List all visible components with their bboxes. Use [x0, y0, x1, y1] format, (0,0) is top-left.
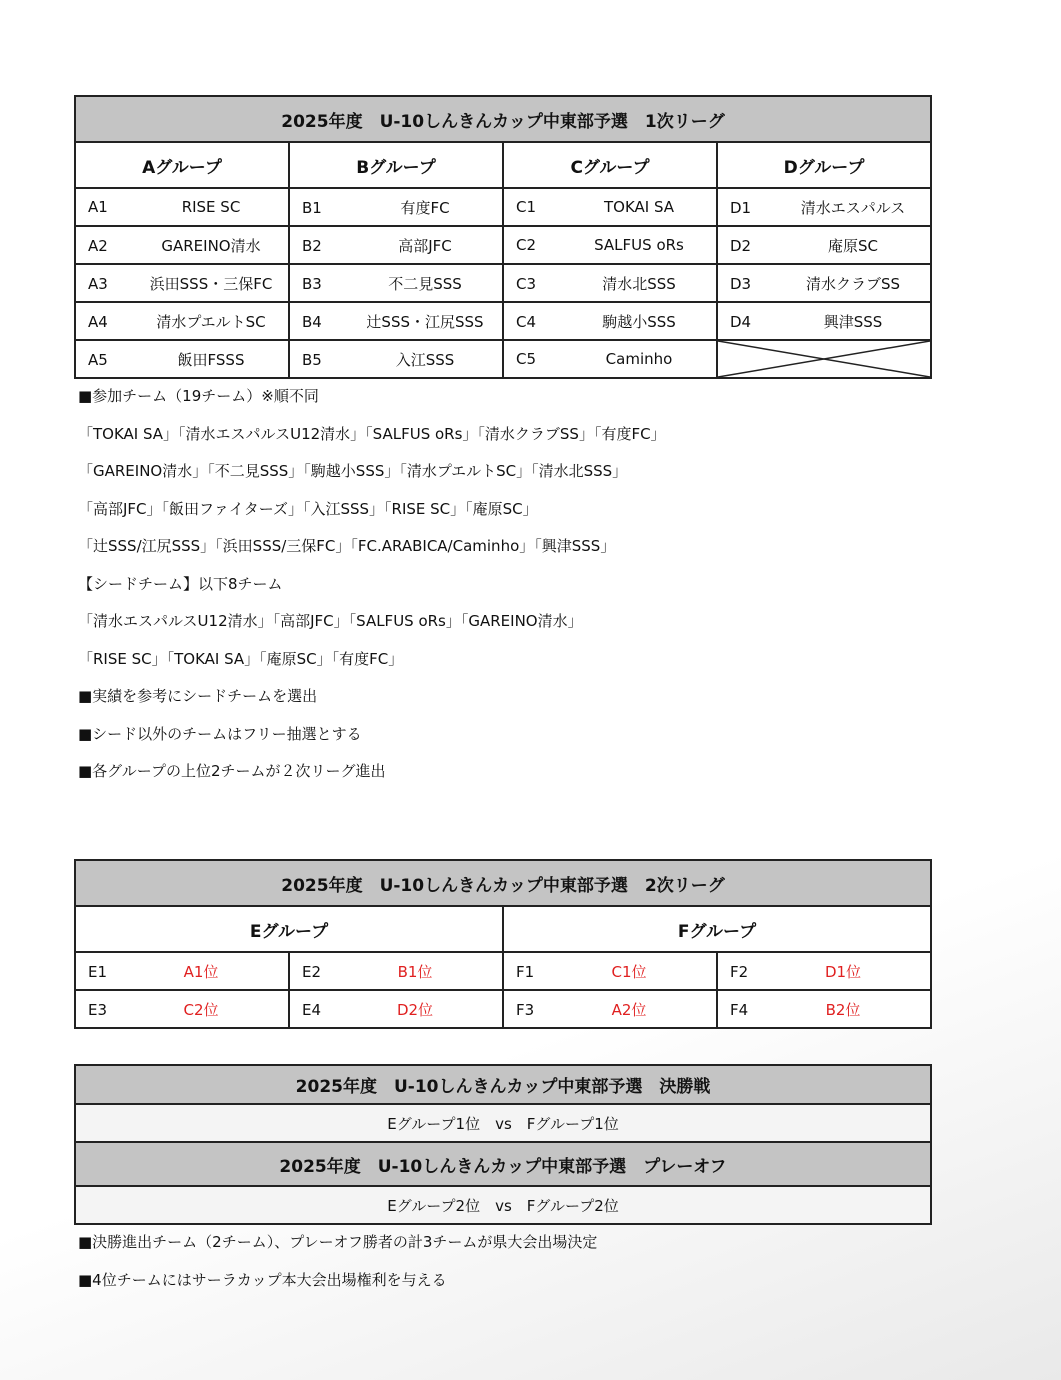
note-line: ■4位チームにはサーラカップ本大会出場権利を与える	[78, 1270, 447, 1289]
final-title: 2025年度 U-10しんきんカップ中東部予選 決勝戦	[75, 1065, 931, 1104]
slot-cell	[75, 952, 289, 990]
team-name: 浜田SSS・三保FC	[149, 274, 273, 293]
empty-crossed-cell	[717, 340, 931, 378]
team-cell	[75, 340, 289, 378]
slot-cell	[503, 990, 717, 1028]
slot-seed: B1位	[397, 962, 433, 981]
team-name: 清水北SSS	[602, 274, 676, 293]
team-name: TOKAI SA	[603, 198, 675, 216]
team-id: C2	[516, 236, 537, 254]
league1-title: 2025年度 U-10しんきんカップ中東部予選 1次リーグ	[75, 96, 931, 142]
team-cell	[75, 302, 289, 340]
table-row	[75, 340, 931, 378]
slot-id: F4	[730, 1000, 749, 1019]
group-c-header: Cグループ	[503, 142, 717, 188]
table-row	[75, 226, 931, 264]
note-line: ■決勝進出チーム（2チーム）、プレーオフ勝者の計3チームが県大会出場決定	[78, 1233, 598, 1251]
team-cell	[503, 188, 717, 226]
slot-id: E3	[88, 1000, 108, 1019]
team-cell	[717, 302, 931, 340]
note-line: ■実績を参考にシードチームを選出	[78, 687, 318, 705]
table-row	[75, 952, 931, 990]
team-name: RISE SC	[181, 198, 241, 216]
team-name: 清水クラブSS	[805, 274, 901, 293]
team-cell	[75, 188, 289, 226]
team-cell	[289, 302, 503, 340]
slot-seed: D1位	[824, 962, 862, 981]
league2-table	[74, 859, 932, 1029]
table-row	[75, 302, 931, 340]
team-name: 高部JFC	[398, 236, 452, 255]
slot-cell	[717, 952, 931, 990]
team-name: 辻SSS・江尻SSS	[366, 312, 484, 331]
team-name: 有度FC	[400, 198, 450, 217]
slot-cell	[717, 990, 931, 1028]
final-table	[74, 1064, 932, 1225]
note-line: 「高部JFC」「飯田ファイターズ」「入江SSS」「RISE SC」「庵原SC」	[78, 499, 538, 518]
team-id: D4	[730, 312, 752, 331]
slot-cell	[289, 952, 503, 990]
league1-table	[74, 95, 932, 379]
team-id: C3	[516, 274, 537, 293]
team-cell	[503, 264, 717, 302]
team-id: B5	[302, 350, 322, 369]
team-name: GAREINO清水	[161, 236, 261, 255]
team-id: C4	[516, 312, 537, 331]
team-name: 駒越小SSS	[602, 312, 676, 331]
slot-seed: C1位	[611, 962, 647, 981]
league1-notes	[78, 378, 666, 791]
team-name: SALFUS oRs	[594, 236, 684, 254]
final-table-block	[74, 1064, 932, 1225]
group-b-header: Bグループ	[289, 142, 503, 188]
note-line: 【シードチーム】以下8チーム	[78, 574, 283, 593]
team-name: 入江SSS	[395, 350, 455, 369]
team-id: B4	[302, 312, 322, 331]
league1-table-block	[74, 95, 932, 379]
team-id: A3	[88, 274, 108, 293]
team-cell	[503, 302, 717, 340]
note-line: ■各グループの上位2チームが２次リーグ進出	[78, 762, 386, 780]
team-name: 清水エスパルス	[800, 198, 906, 217]
slot-id: F2	[730, 962, 749, 981]
note-line: 「GAREINO清水」「不二見SSS」「駒越小SSS」「清水プエルトSC」「清水北SSS」	[78, 462, 628, 480]
team-name: 不二見SSS	[388, 274, 462, 293]
slot-cell	[503, 952, 717, 990]
team-id: D3	[730, 274, 752, 293]
slot-id: E2	[302, 962, 322, 981]
team-name: 清水プエルトSC	[156, 312, 266, 331]
team-cell	[717, 226, 931, 264]
team-cell	[289, 340, 503, 378]
table-row	[75, 264, 931, 302]
note-line: ■シード以外のチームはフリー抽選とする	[78, 724, 362, 743]
team-id: A5	[88, 350, 108, 369]
team-id: B2	[302, 236, 322, 255]
team-cell	[75, 226, 289, 264]
note-line: 「RISE SC」「TOKAI SA」「庵原SC」「有度FC」	[78, 649, 404, 668]
table-row	[75, 990, 931, 1028]
team-cell	[503, 340, 717, 378]
final-match: Eグループ1位 vs Fグループ1位	[75, 1104, 931, 1142]
group-e-header: Eグループ	[75, 906, 503, 952]
team-name: Caminho	[605, 350, 673, 368]
note-line: ■参加チーム（19チーム）※順不同	[78, 387, 319, 405]
team-id: D1	[730, 198, 752, 217]
slot-id: E1	[88, 962, 108, 981]
slot-id: E4	[302, 1000, 322, 1019]
team-id: D2	[730, 236, 752, 255]
slot-cell	[75, 990, 289, 1028]
team-name: 興津SSS	[823, 312, 883, 331]
team-id: B1	[302, 198, 322, 217]
slot-seed: C2位	[183, 1000, 219, 1019]
team-cell	[717, 264, 931, 302]
team-id: A1	[88, 198, 108, 216]
group-d-header: Dグループ	[717, 142, 931, 188]
team-name: 庵原SC	[828, 236, 878, 255]
group-f-header: Fグループ	[503, 906, 931, 952]
table-row	[75, 188, 931, 226]
team-id: B3	[302, 274, 322, 293]
team-cell	[289, 226, 503, 264]
slot-seed: A2位	[611, 1000, 647, 1019]
team-cell	[289, 188, 503, 226]
team-name: 飯田FSSS	[177, 350, 245, 369]
slot-id: F1	[516, 962, 535, 981]
team-cell	[503, 226, 717, 264]
team-cell	[717, 188, 931, 226]
slot-cell	[289, 990, 503, 1028]
cross-mark-icon	[718, 341, 930, 377]
team-cell	[75, 264, 289, 302]
team-id: A4	[88, 312, 108, 331]
group-a-header: Aグループ	[75, 142, 289, 188]
slot-seed: A1位	[183, 962, 219, 981]
note-line: 「辻SSS/江尻SSS」「浜田SSS/三保FC」「FC.ARABICA/Caminho」「興津SSS」	[78, 537, 616, 555]
league2-table-block	[74, 859, 932, 1029]
note-line: 「TOKAI SA」「清水エスパルスU12清水」「SALFUS oRs」「清水クラブSS」「有度FC」	[78, 424, 666, 443]
team-id: A2	[88, 236, 108, 255]
team-cell	[289, 264, 503, 302]
bottom-notes	[78, 1224, 597, 1299]
playoff-match: Eグループ2位 vs Fグループ2位	[75, 1186, 931, 1224]
slot-id: F3	[516, 1000, 535, 1019]
league2-title: 2025年度 U-10しんきんカップ中東部予選 2次リーグ	[75, 860, 931, 906]
team-id: C1	[516, 198, 537, 216]
note-line: 「清水エスパルスU12清水」「高部JFC」「SALFUS oRs」「GAREINO清水」	[78, 612, 583, 630]
slot-seed: B2位	[825, 1000, 861, 1019]
slot-seed: D2位	[396, 1000, 434, 1019]
playoff-title: 2025年度 U-10しんきんカップ中東部予選 プレーオフ	[75, 1142, 931, 1186]
team-id: C5	[516, 350, 537, 368]
